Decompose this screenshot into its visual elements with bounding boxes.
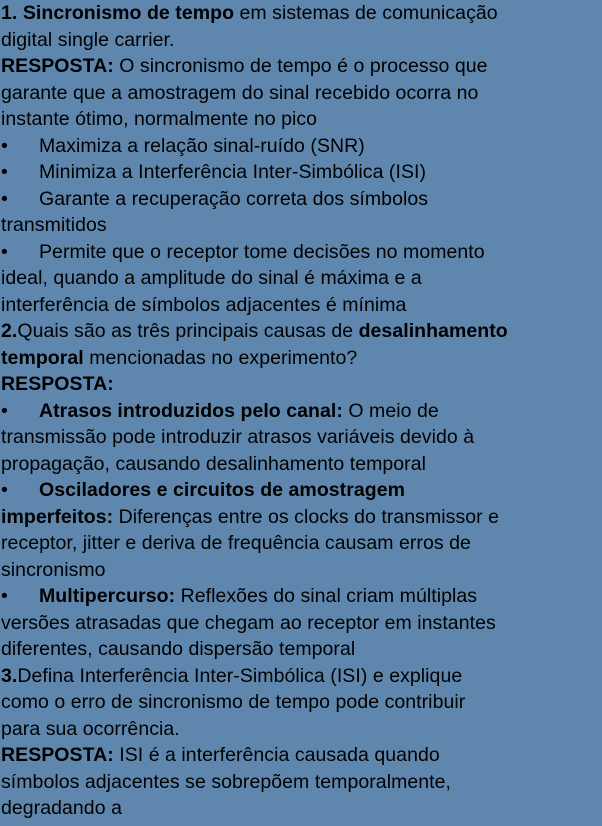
bullet-icon: • <box>1 134 8 157</box>
bold-text: RESPOSTA: <box>1 373 114 395</box>
bold-text: desalinhamento <box>358 320 508 342</box>
text-run: versões atrasadas que chegam ao receptor em instantes <box>1 611 496 634</box>
text-run: Maximiza a relação sinal-ruído (SNR) <box>39 134 365 157</box>
text-line <box>1 451 602 478</box>
bold-text: Osciladores e circuitos de amostragem <box>39 479 405 501</box>
text-run: ideal, quando a amplitude do sinal é máxima e a <box>1 267 422 289</box>
text-run: propagação, causando desalinhamento temporal <box>1 452 426 475</box>
text-run: instante ótimo, normalmente no pico <box>1 108 318 130</box>
text-line <box>1 106 602 133</box>
text-line <box>1 239 602 266</box>
text-run: Defina Interferência Inter-Simbólica (ISI) e explique <box>17 664 463 687</box>
text-line <box>1 0 602 27</box>
bold-text: RESPOSTA: <box>1 55 114 77</box>
text-run: para sua ocorrência. <box>1 717 180 740</box>
text-line <box>1 318 602 345</box>
bold-text: temporal <box>1 346 84 369</box>
text-line <box>1 610 602 637</box>
text-run: mencionadas no experimento? <box>83 346 358 369</box>
text-run: Diferenças entre os clocks do transmissor e <box>113 505 500 528</box>
text-line <box>1 795 602 822</box>
text-line <box>1 742 602 769</box>
bold-text: 2. <box>1 320 18 342</box>
text-line <box>1 424 602 451</box>
text-line <box>1 371 602 398</box>
text-line <box>1 133 602 160</box>
text-run: Reflexões do sinal criam múltiplas <box>175 585 478 607</box>
text-line <box>1 663 602 690</box>
bullet-icon: • <box>1 585 8 607</box>
text-run: degradando a <box>1 797 122 819</box>
text-run: transmissão pode introduzir atrasos variáveis devido à <box>1 426 475 448</box>
text-run: Garante a recuperação correta dos símbolos <box>39 187 429 210</box>
text-line <box>1 504 602 531</box>
text-line <box>1 80 602 107</box>
text-run: ISI é a interferência causada quando <box>113 744 440 766</box>
text-line <box>1 557 602 584</box>
text-line <box>1 689 602 716</box>
text-line <box>1 53 602 80</box>
text-run: O sincronismo de tempo é o processo que <box>113 55 488 77</box>
bullet-icon: • <box>1 161 8 183</box>
text-run: como o erro de sincronismo de tempo pode contribuir <box>1 691 466 713</box>
text-run: O meio de <box>342 399 439 422</box>
text-line <box>1 292 602 319</box>
text-run: Permite que o receptor tome decisões no momento <box>39 240 485 263</box>
text-run: garante que a amostragem do sinal recebido ocorra no <box>1 81 479 104</box>
bullet-icon: • <box>1 240 8 263</box>
text-line <box>1 477 602 504</box>
bullet-icon: • <box>1 479 8 501</box>
bold-text: 1. Sincronismo de tempo <box>1 2 235 24</box>
bold-text: imperfeitos: <box>1 505 114 528</box>
text-run: digital single carrier. <box>1 28 175 51</box>
text-run: símbolos adjacentes se sobrepõem temporalmente, <box>1 770 452 793</box>
text-run: em sistemas de comunicação <box>234 2 498 24</box>
text-line <box>1 186 602 213</box>
text-line <box>1 159 602 186</box>
text-line <box>1 769 602 796</box>
text-run: transmitidos <box>1 214 107 236</box>
bold-text: Multipercurso: <box>39 585 176 607</box>
text-run: sincronismo <box>1 558 106 581</box>
bold-text: 3. <box>1 664 18 687</box>
text-line <box>1 530 602 557</box>
text-line <box>1 583 602 610</box>
bullet-icon: • <box>1 399 8 422</box>
bold-text: Atrasos introduzidos pelo canal: <box>39 399 343 422</box>
text-line <box>1 212 602 239</box>
text-line <box>1 27 602 54</box>
text-run: receptor, jitter e deriva de frequência causam erros de <box>1 532 471 554</box>
text-line <box>1 716 602 743</box>
text-run: interferência de símbolos adjacentes é mínima <box>1 293 407 316</box>
text-line <box>1 265 602 292</box>
bold-text: RESPOSTA: <box>1 744 114 766</box>
bullet-icon: • <box>1 187 8 210</box>
text-line <box>1 636 602 663</box>
text-line <box>1 345 602 372</box>
text-run: Minimiza a Interferência Inter-Simbólica (ISI) <box>39 161 427 183</box>
text-run: Quais são as três principais causas de <box>17 320 359 342</box>
text-line <box>1 398 602 425</box>
text-run: diferentes, causando dispersão temporal <box>1 638 356 660</box>
